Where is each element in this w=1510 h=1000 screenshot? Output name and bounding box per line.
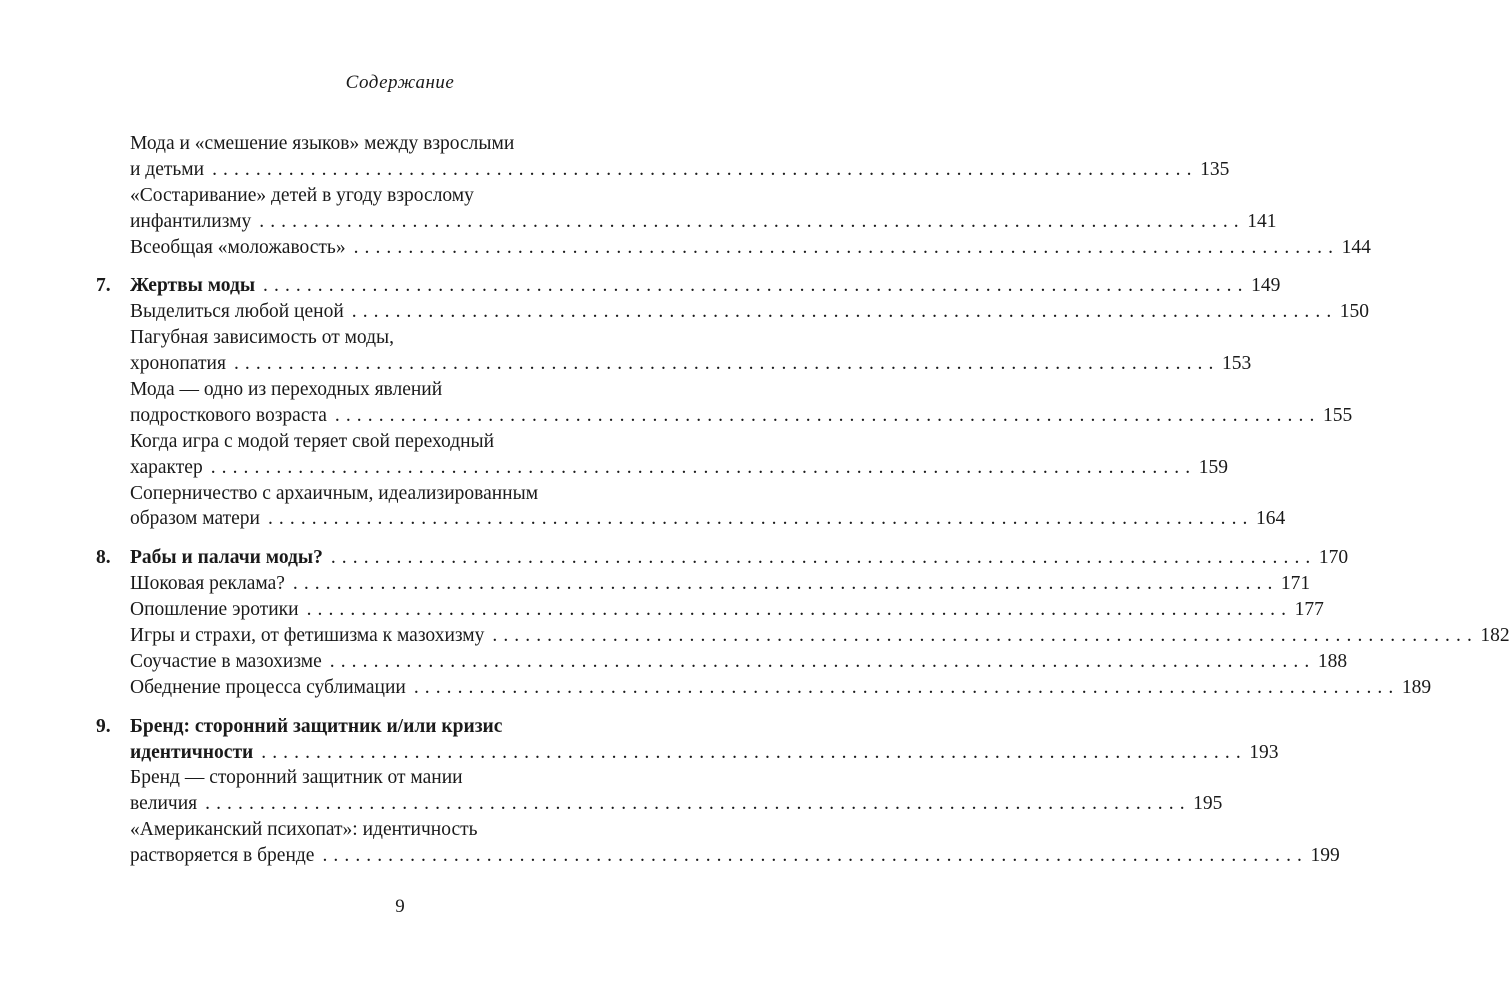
- toc-entry-text: хронопатия: [130, 353, 226, 375]
- toc-entry[interactable]: [96, 299, 1370, 325]
- toc-entry[interactable]: [96, 571, 1311, 597]
- toc-page-number: 135: [1200, 158, 1230, 180]
- toc-entry-text: Бренд — сторонний защитник от мании: [130, 767, 463, 789]
- toc-entry[interactable]: [96, 131, 1230, 183]
- toc-page-number: 159: [1198, 456, 1228, 478]
- toc-chapter-7[interactable]: [96, 273, 1281, 299]
- leader-dots: [330, 649, 1310, 675]
- toc-entry[interactable]: [96, 675, 1432, 701]
- toc-chapter-9[interactable]: [96, 714, 1279, 766]
- toc-entry-text: инфантилизму: [130, 210, 252, 232]
- toc-page-number: 182: [1480, 625, 1510, 647]
- toc-entry-text: Всеобщая «моложавость»: [130, 236, 346, 258]
- toc-entry[interactable]: [96, 377, 1353, 429]
- toc-entry-text: Шоковая реклама?: [130, 573, 285, 595]
- leader-dots: [293, 571, 1273, 597]
- chapter-number: 7.: [96, 275, 111, 297]
- toc-page-number: 153: [1221, 353, 1252, 375]
- toc-entry-text: «Американский психопат»: идентичность: [130, 819, 478, 841]
- toc-entry[interactable]: [96, 325, 1252, 377]
- toc-entry-text: подросткового возраста: [130, 404, 327, 426]
- toc-entry-text: характер: [130, 456, 203, 478]
- toc-page-number: 177: [1294, 599, 1324, 621]
- toc-page-number: 150: [1339, 301, 1370, 323]
- chapter-title: Бренд: сторонний защитник и/или кризис: [130, 715, 503, 737]
- toc-entry[interactable]: [96, 597, 1324, 623]
- toc-entry-text: Мода — одно из переходных явлений: [130, 379, 443, 401]
- toc-page-number: 189: [1401, 676, 1432, 698]
- toc-entry-text: Игры и страхи, от фетишизма к мазохизму: [130, 625, 485, 647]
- toc-page-number: 141: [1247, 210, 1277, 232]
- toc-entry-text: Соучастие в мазохизме: [130, 650, 322, 672]
- leader-dots: [414, 675, 1394, 701]
- toc-entry[interactable]: [96, 481, 1286, 533]
- toc-entry-text: Пагубная зависимость от моды,: [130, 327, 395, 349]
- toc-entry-text: «Состаривание» детей в угоду взрослому: [130, 184, 474, 206]
- chapter-title: Рабы и палачи моды?: [130, 547, 323, 569]
- toc-chapter-8[interactable]: [96, 545, 1349, 571]
- chapter-title: идентичности: [130, 741, 254, 763]
- leader-dots: [354, 235, 1334, 261]
- toc-entry-text: растворяется в бренде: [130, 845, 315, 867]
- toc-entry-text: величия: [130, 793, 198, 815]
- toc-entry-text: и детьми: [130, 158, 205, 180]
- leader-dots: [352, 299, 1332, 325]
- toc-entry[interactable]: [96, 183, 1277, 235]
- leader-dots: [205, 791, 1185, 817]
- toc-page-number: 164: [1256, 508, 1286, 530]
- toc-page-number: 144: [1341, 236, 1371, 258]
- toc-entry-text: Опошление эротики: [130, 599, 299, 621]
- toc-entry[interactable]: [96, 765, 1223, 817]
- toc-entry-text: Выделиться любой ценой: [130, 301, 344, 323]
- leader-dots: [263, 273, 1243, 299]
- toc-page-number: 155: [1322, 404, 1353, 426]
- leader-dots: [331, 545, 1311, 571]
- toc-page-number: 170: [1318, 547, 1349, 569]
- toc-page-number: 195: [1193, 793, 1223, 815]
- leader-dots: [259, 209, 1239, 235]
- toc-page-number: 199: [1310, 845, 1340, 867]
- leader-dots: [212, 157, 1192, 183]
- toc-entry[interactable]: [96, 429, 1228, 481]
- toc-entry-text: Когда игра с модой теряет свой переходный: [130, 430, 495, 452]
- table-of-contents: [96, 131, 1510, 869]
- chapter-title: Жертвы моды: [130, 275, 256, 297]
- toc-page-number: 193: [1249, 741, 1279, 763]
- leader-dots: [307, 597, 1287, 623]
- leader-dots: [335, 403, 1315, 429]
- leader-dots: [492, 623, 1472, 649]
- toc-page-number: 149: [1251, 275, 1281, 297]
- leader-dots: [261, 740, 1241, 766]
- toc-entry[interactable]: [96, 817, 1340, 869]
- toc-page-number: 188: [1317, 650, 1348, 672]
- toc-entry-text: Мода и «смешение языков» между взрослыми: [130, 133, 515, 154]
- toc-entry-text: образом матери: [130, 508, 260, 530]
- toc-entry-text: Соперничество с архаичным, идеализированным: [130, 482, 539, 504]
- toc-entry-text: Обеднение процесса сублимации: [130, 676, 406, 698]
- leader-dots: [268, 506, 1248, 532]
- chapter-number: 9.: [96, 715, 111, 737]
- leader-dots: [322, 843, 1302, 869]
- toc-entry[interactable]: [96, 235, 1371, 261]
- leader-dots: [211, 455, 1191, 481]
- page-number: 9: [395, 896, 405, 917]
- leader-dots: [234, 351, 1214, 377]
- toc-page-number: 171: [1280, 573, 1311, 595]
- chapter-number: 8.: [96, 547, 111, 569]
- running-title: Содержание: [345, 72, 455, 93]
- toc-entry[interactable]: [96, 623, 1510, 649]
- toc-entry[interactable]: [96, 649, 1348, 675]
